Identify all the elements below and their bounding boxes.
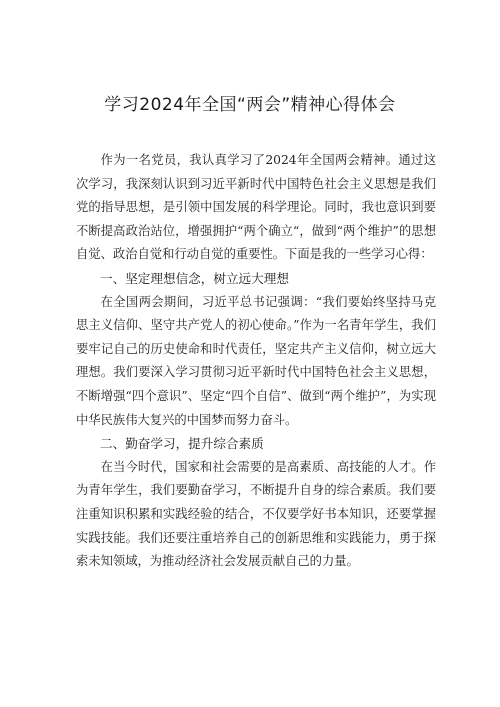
section-heading-2: 二、勤奋学习，提升综合素质 <box>100 436 264 452</box>
section-body-1: 在全国两会期间，习近平总书记强调：“我们要始终坚持马克思主义信仰、坚守共产党人的初心使命。”作为一名青年学生，我们要牢记自己的历史使命和时代责任，坚定共产主义信仰，树立远大理想。我们要深入学习贯彻习近平新时代中国特色社会主义思想，不断增强“四个意识”、坚定“四个自信”、做到“两个维护”，为实现中华民族伟大复兴的中国梦而努力奋斗。 <box>76 294 436 427</box>
document-body <box>76 149 436 574</box>
section-heading-1: 一、坚定理想信念，树立远大理想 <box>100 270 289 286</box>
section-body-2: 在当今时代，国家和社会需要的是高素质、高技能的人才。作为青年学生，我们要勤奋学习，不断提升自身的综合素质。我们要注重知识积累和实践经验的结合，不仅要学好书本知识，还要掌握实践技能。我们还要注重培养自己的创新思维和实践能力，勇于探索未知领域，为推动经济社会发展贡献自己的力量。 <box>76 459 436 569</box>
intro-paragraph: 作为一名党员，我认真学习了2024年全国两会精神。通过这次学习，我深刻认识到习近平新时代中国特色社会主义思想是我们党的指导思想，是引领中国发展的科学理论。同时，我也意识到要不断提高政治站位，增强拥护“两个确立“，做到“两个维护”的思想自觉、政治自觉和行动自觉的重要性。下面是我的一些学习心得： <box>76 153 436 262</box>
document-title: 学习2024年全国“两会”精神心得体会 <box>104 95 396 115</box>
